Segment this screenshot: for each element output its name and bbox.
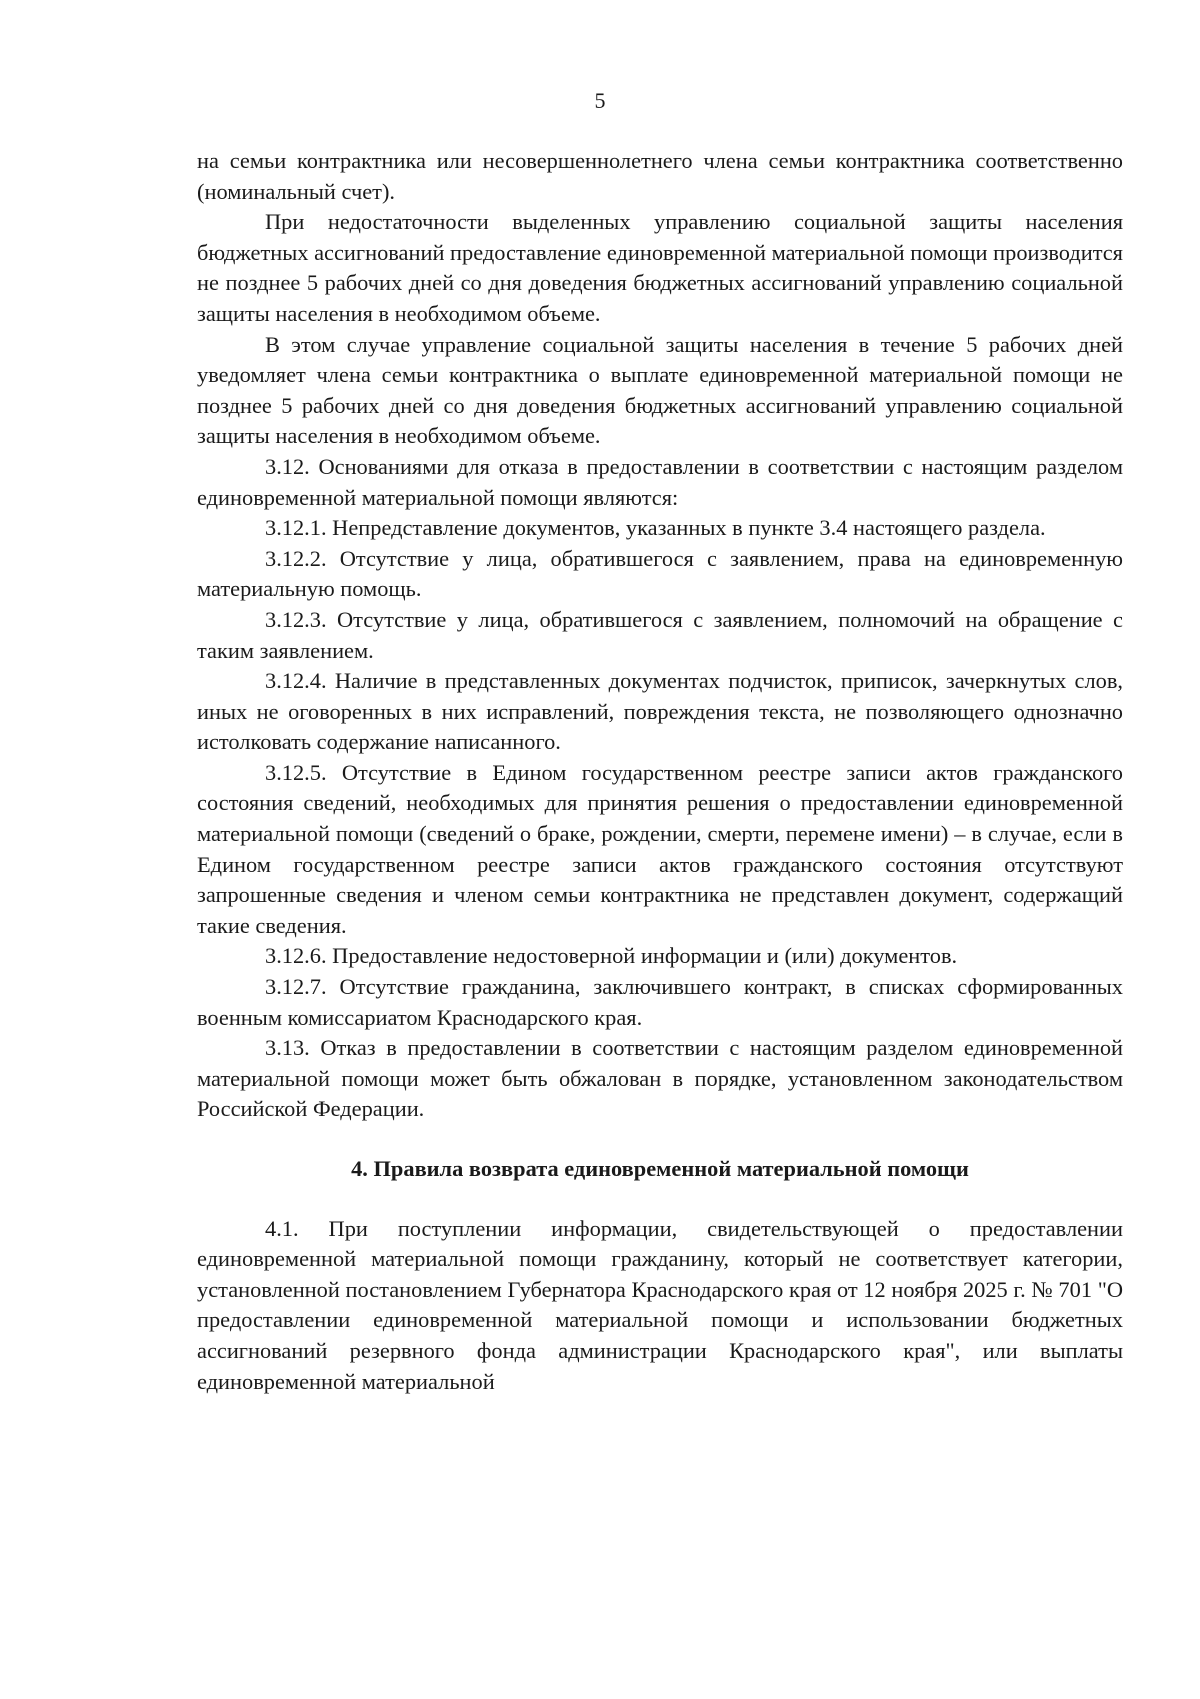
paragraph-notification: В этом случае управление социальной защиты населения в течение 5 рабочих дней уведомляет члена семьи контрактника о выплате единовременной материальной помощи не позднее 5 рабочих дней со дня доведения бюджетных ассигнований управлению социальной защиты населения в необходимом объеме. xyxy=(197,331,1123,449)
clause-3-12-5: 3.12.5. Отсутствие в Едином государственном реестре записи актов гражданского состояния сведений, необходимых для принятия решения о предоставлении единовременной материальной помощи (сведений о браке, рождении, смерти, перемене имени) – в случае, если в Едином государственном реестре записи актов гражданского состояния отсутствуют запрошенные сведения и членом семьи контрактника не представлен документ, содержащий такие сведения. xyxy=(197,759,1123,938)
clause-3-13: 3.13. Отказ в предоставлении в соответствии с настоящим разделом единовременной материальной помощи может быть обжалован в порядке, установленном законодательством Российской Федерации. xyxy=(197,1035,1123,1122)
paragraph-continuation: на семьи контрактника или несовершеннолетнего члена семьи контрактника соответственно (номинальный счет). xyxy=(197,148,1123,204)
clause-3-12-4: 3.12.4. Наличие в представленных документах подчисток, приписок, зачеркнутых слов, иных не оговоренных в них исправлений, повреждения текста, не позволяющего однозначно истолковать содержание написанного. xyxy=(197,668,1123,755)
section-heading: 4. Правила возврата единовременной материальной помощи xyxy=(351,1156,969,1181)
clause-3-12: 3.12. Основаниями для отказа в предоставлении в соответствии с настоящим разделом единовременной материальной помощи являются: xyxy=(197,453,1123,510)
clause-3-12-7: 3.12.7. Отсутствие гражданина, заключившего контракт, в списках сформированных военным комиссариатом Краснодарского края. xyxy=(197,974,1123,1030)
document-body xyxy=(197,146,1123,1397)
clause-3-12-3: 3.12.3. Отсутствие у лица, обратившегося с заявлением, полномочий на обращение с таким заявлением. xyxy=(197,606,1123,663)
page-number: 5 xyxy=(594,88,606,113)
clause-3-12-2: 3.12.2. Отсутствие у лица, обратившегося с заявлением, права на единовременную материальную помощь. xyxy=(197,545,1123,602)
clause-3-12-1: 3.12.1. Непредставление документов, указанных в пункте 3.4 настоящего раздела. xyxy=(265,515,1046,541)
clause-3-12-6: 3.12.6. Предоставление недостоверной информации и (или) документов. xyxy=(265,943,958,969)
clause-4-1: 4.1. При поступлении информации, свидетельствующей о предоставлении единовременной материальной помощи гражданину, который не соответствует категории, установленной постановлением Губернатора Краснодарского края от 12 ноября 2025 г. № 701 "О предоставлении единовременной материальной помощи и использовании бюджетных ассигнований резервного фонда администрации Краснодарского края", или выплаты единовременной материальной xyxy=(197,1215,1123,1394)
paragraph-insufficient-funds: При недостаточности выделенных управлению социальной защиты населения бюджетных ассигнований предоставление единовременной материальной помощи производится не позднее 5 рабочих дней со дня доведения бюджетных ассигнований управлению социальной защиты населения в необходимом объеме. xyxy=(197,209,1123,326)
